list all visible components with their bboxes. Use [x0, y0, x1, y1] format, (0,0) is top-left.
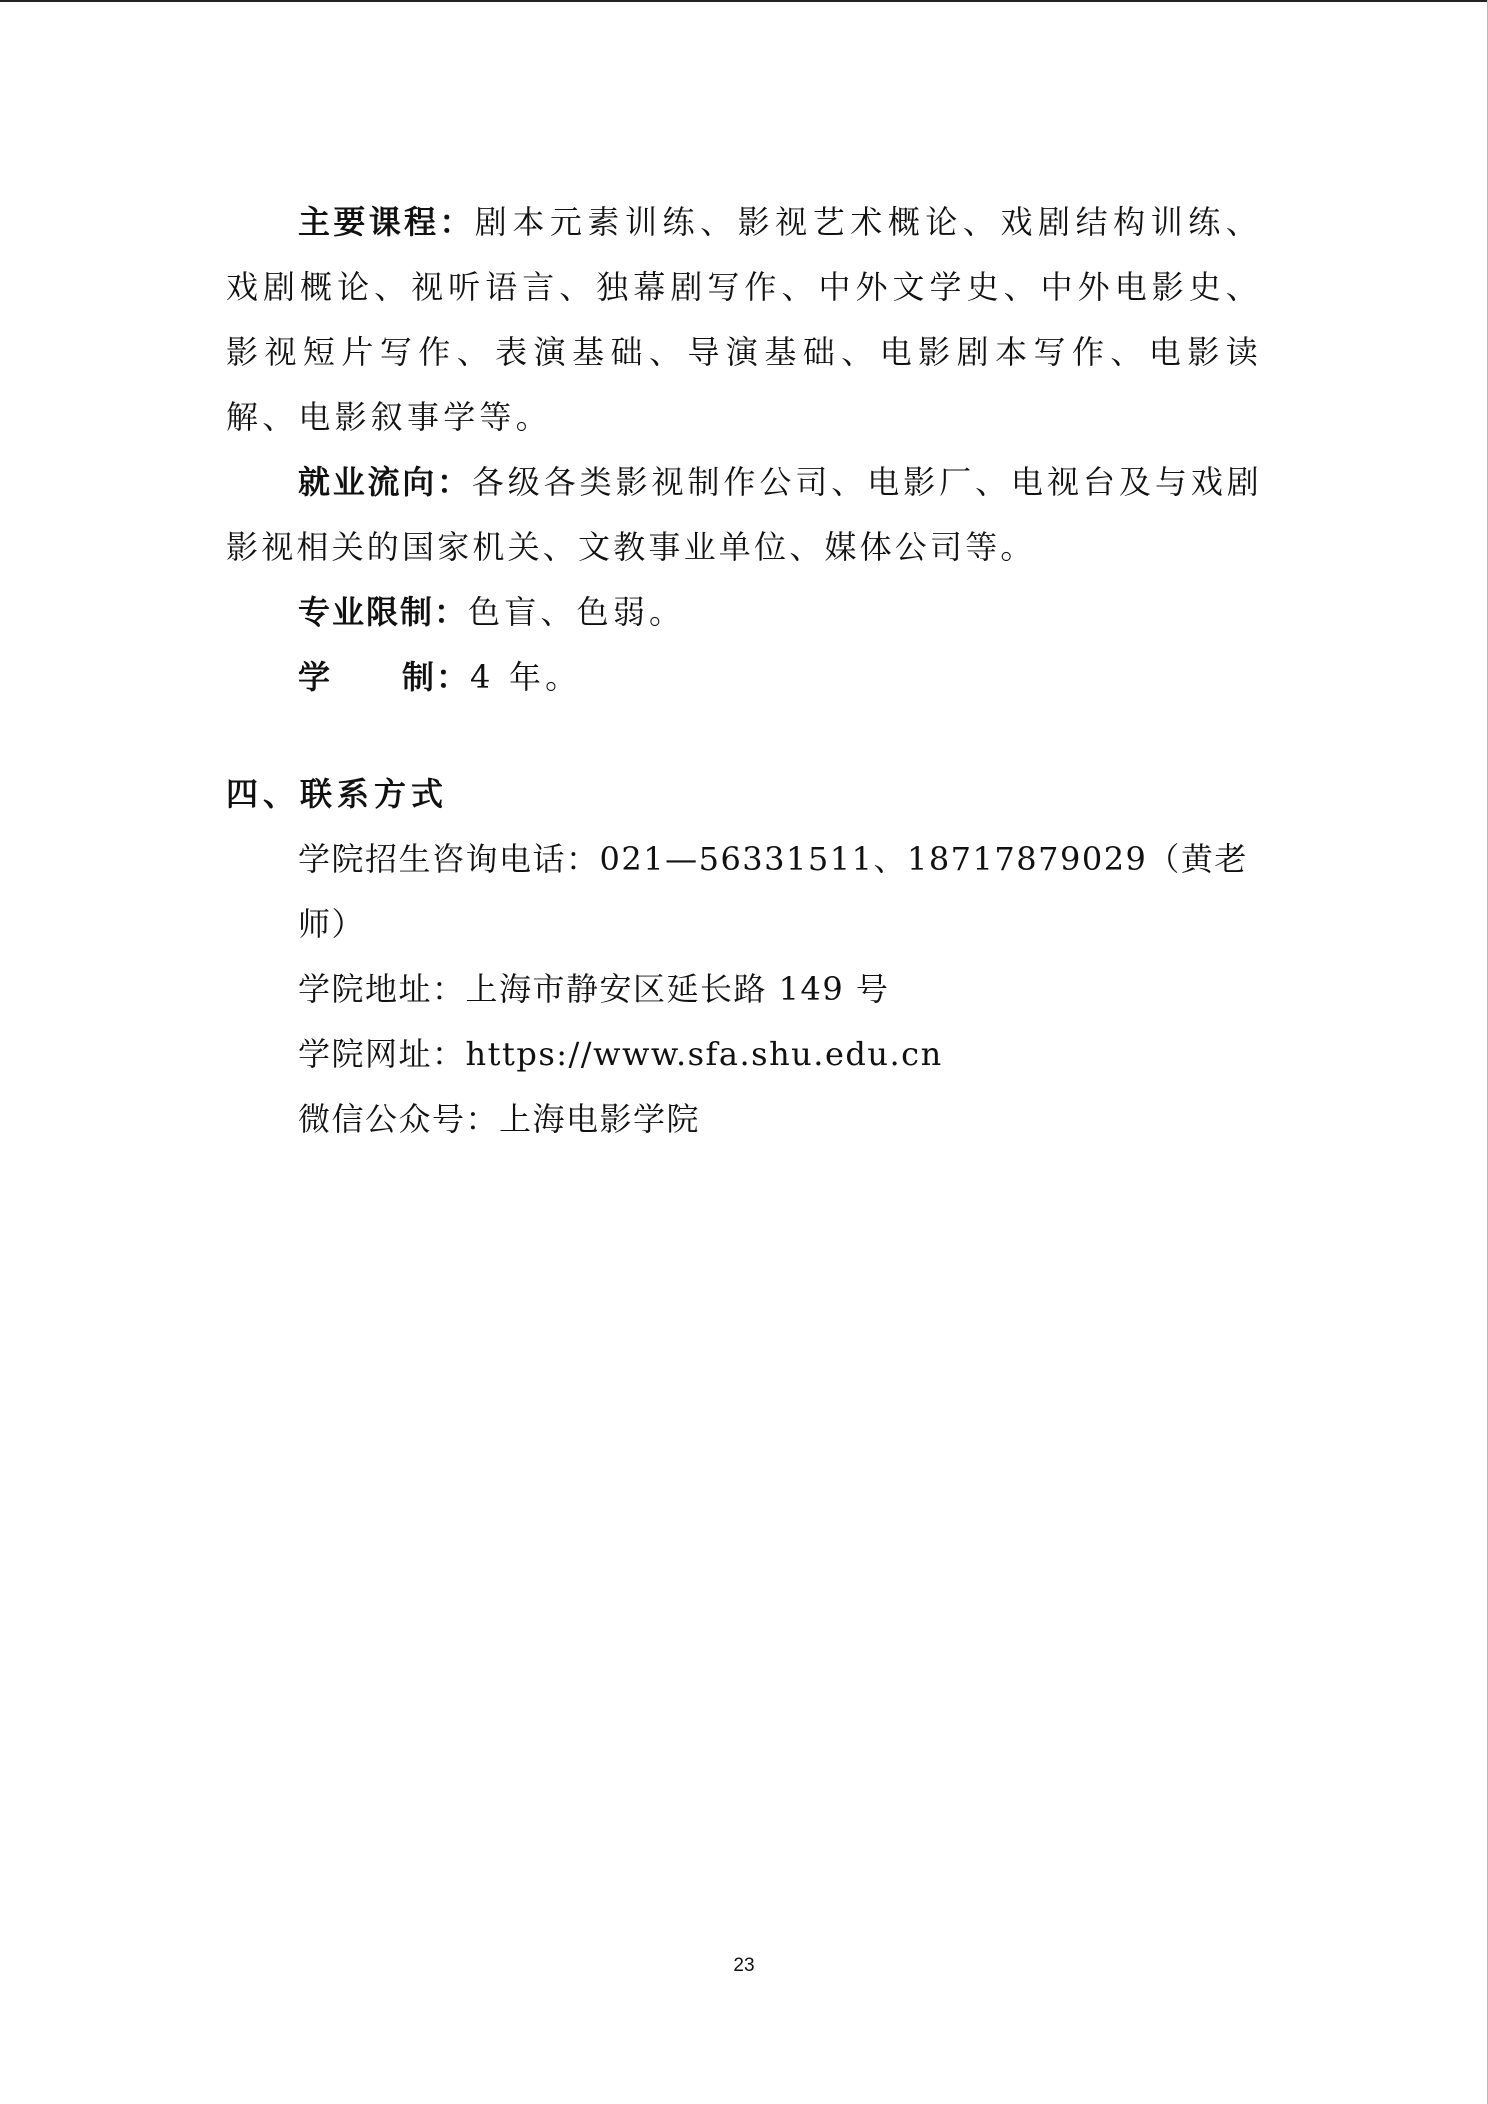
- restrictions-text: 色盲、色弱。: [468, 593, 686, 631]
- contact-heading: 四、联系方式: [226, 775, 449, 813]
- careers-text: 各级各类影视制作公司、电影厂、电视台及与戏剧影视相关的国家机关、文教事业单位、媒体公司等。: [226, 463, 1262, 566]
- document-body: [226, 190, 1262, 1152]
- restrictions-paragraph: [226, 580, 1262, 645]
- restrictions-label: 专业限制：: [298, 593, 469, 631]
- careers-label: 就业流向：: [298, 463, 472, 501]
- contact-phone: 学院招生咨询电话：021—56331511、18717879029（黄老师）: [298, 840, 1248, 943]
- courses-label: 主要课程：: [298, 203, 475, 241]
- duration-label-second: 制：: [402, 658, 471, 696]
- contact-address: 学院地址：上海市静安区延长路 149 号: [298, 970, 890, 1008]
- careers-paragraph: [226, 450, 1262, 580]
- duration-label-first: 学: [298, 658, 333, 696]
- duration-text: 4 年。: [470, 658, 582, 696]
- contact-wechat: 微信公众号：上海电影学院: [298, 1100, 701, 1138]
- courses-text: 剧本元素训练、影视艺术概论、戏剧结构训练、戏剧概论、视听语言、独幕剧写作、中外文学史、中外电影史、影视短片写作、表演基础、导演基础、电影剧本写作、电影读解、电影叙事学等。: [226, 203, 1262, 436]
- courses-paragraph: [226, 190, 1262, 450]
- page-number: 23: [733, 1955, 755, 1976]
- duration-paragraph: [226, 645, 1262, 710]
- contact-website: 学院网址：https://www.sfa.shu.edu.cn: [298, 1035, 943, 1073]
- page-top-border: [0, 0, 1488, 2]
